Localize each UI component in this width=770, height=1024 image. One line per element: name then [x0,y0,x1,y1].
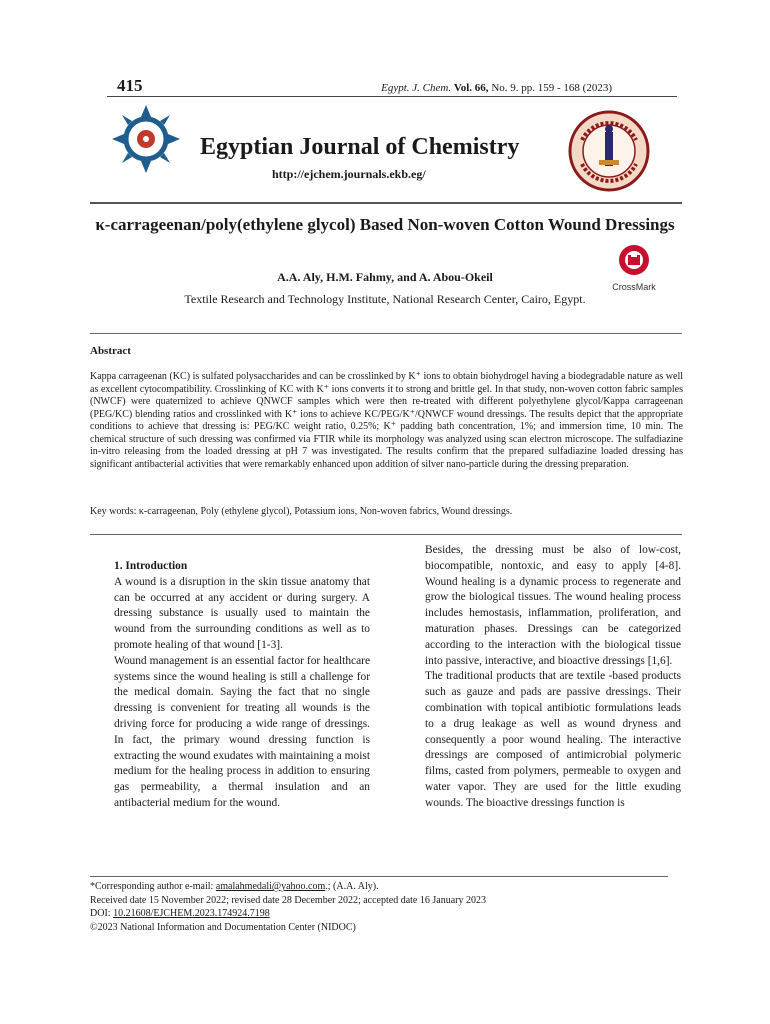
journal-title: Egyptian Journal of Chemistry [200,134,520,160]
title-rule [90,202,682,204]
corresponding-label: *Corresponding author e-mail: [90,881,216,892]
citation-rest: No. 9. pp. 159 - 168 (2023) [491,82,612,94]
received-dates: Received date 15 November 2022; revised date 28 December 2022; accepted date 16 January 2023 [90,894,486,906]
corresponding-author [90,880,690,894]
right-column [425,543,681,812]
paragraph: Besides, the dressing must be also of low-cost, biocompatible, nontoxic, and easy to apply [4-8]. Wound healing is a dynamic process to regenerate and grow the biological tissues. The wound healing process includes hemostasis, inflammation, proliferation, and maturation phases. Dressings can be categorized according to the interaction with the biological tissue into passive, interactive, and bioactive dressings [1,6]. [425,544,681,667]
page-number: 415 [117,76,143,95]
abstract-rule [90,333,682,334]
left-column [114,559,370,812]
copyright: ©2023 National Information and Documentation Center (NIDOC) [90,921,356,933]
doi-label: DOI: [90,908,114,919]
crossmark-badge[interactable] [610,243,658,292]
footnote-rule [90,876,668,877]
corresponding-suffix: .; (A.A. Aly). [325,881,379,892]
doi-link[interactable]: 10.21608/EJCHEM.2023.174924.7198 [113,908,270,919]
body-rule [90,534,682,535]
doi-line [90,907,690,921]
journal-citation [381,82,612,94]
header-rule [107,96,677,97]
citation-volume: Vol. 66, [453,82,489,94]
crossmark-icon [610,243,658,277]
author-email-link[interactable]: amalahmedali@yahoo.com [215,881,326,892]
abstract-heading: Abstract [90,345,131,357]
footnotes [90,880,690,934]
article-title: κ-carrageenan/poly(ethylene glycol) Based Non-woven Cotton Wound Dressings [95,215,675,234]
paragraph: The traditional products that are textile -based products such as gauze and pads are passive dressings. Their combination with topical antibiotic formulations leads to a drug leakage as well as wound dryness and consequently a poor wound healing. The interactive dressings are composed of antimicrobial polymeric films, casted from polymers, permeable to oxygen and water vapor. They are used for the little exuding wounds. The bioactive dressings function is [425,670,681,809]
affiliation: Textile Research and Technology Institute, National Research Center, Cairo, Egypt. [184,292,586,306]
authors: A.A. Aly, H.M. Fahmy, and A. Abou-Okeil [277,270,493,284]
paragraph: Wound management is an essential factor for healthcare systems since the wound healing is still a challenge for the medical domain. Saying the fact that no single dressing is convenient for treating all wounds is the driving force for producing a wide range of dressings. In fact, the primary wound dressing function is extracting the wound exudates with maintaining a moist medium for the healing process in addition to ensuring gas permeability, a thermal insulation and an antibacterial medium for the wound. [114,654,370,809]
citation-journal: Egypt. J. Chem. [381,82,452,94]
crossmark-label: CrossMark [612,282,656,292]
society-seal-logo [568,110,650,192]
abstract-text: Kappa carrageenan (KC) is sulfated polysaccharides and can be crosslinked by K⁺ ions to obtain biohydrogel having a biodegradable nature as well as excellent cytocompatibility. Crosslinking of KC with K⁺ ions converts it to strong and brittle gel. In that study, non-woven cotton fabric samples (NWCF) were quaternized to achieve QNWCF samples which were then re-treated with different polyethylene glycol/Kappa carrageenan (PEG/KC) blending ratios and crosslinked with K⁺ ions to achieve KC/PEG/K⁺/QNWCF wound dressings. The results depict that the appropriate conditions to achieve that dressing is: PEG/KC weight ratio, 0.25%; K⁺ padding bath concentration, 1%; and immersion time, 10 min. The chemical structure of such dressing was confirmed via FTIR while its morphology was analyzed using scan electron microscope. The sulfadiazine in-vitro releasing from the loaded dressing at pH 7 was investigated. The results confirm that the prepared sulfadiazine loaded dressing has significant antibacterial activities that were remarkably enhanced upon addition of silver nano-particle during the dressing preparation. [90,371,683,470]
journal-url[interactable]: http://ejchem.journals.ekb.eg/ [272,167,426,181]
section-heading-introduction: 1. Introduction [114,560,188,572]
keywords: Key words: κ-carrageenan, Poly (ethylene glycol), Potassium ions, Non-woven fabrics, Wound dressings. [90,506,513,517]
journal-emblem-logo [110,103,182,175]
paragraph: A wound is a disruption in the skin tissue anatomy that can be occurred at any accident or during surgery. A dressing substance is usually used to maintain the wound from the surrounding conditions as well as to promote healing of that wound [1-3]. [114,575,370,651]
